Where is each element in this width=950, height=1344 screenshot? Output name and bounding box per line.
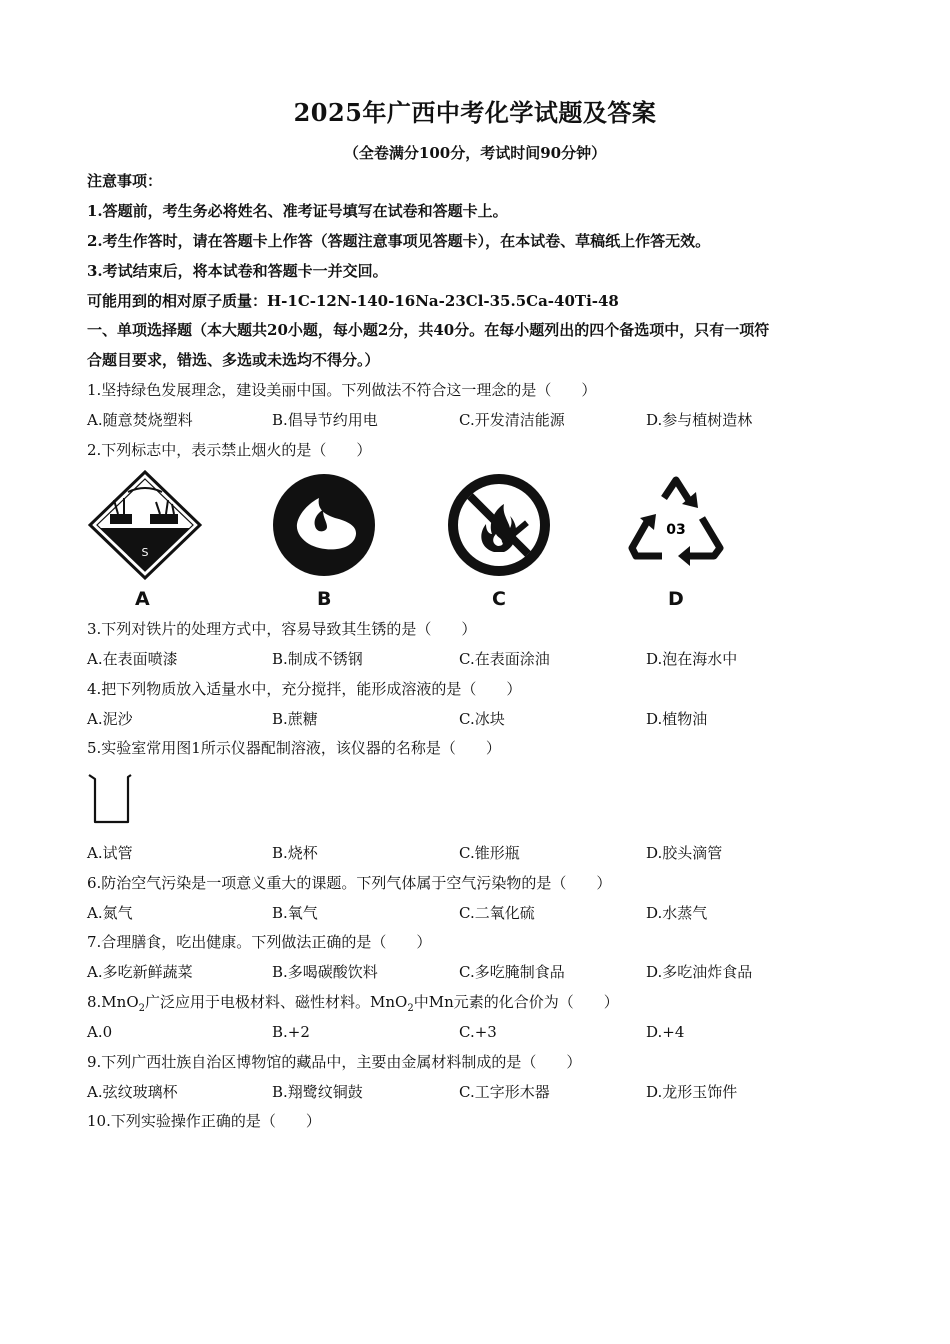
option-d: D.参与植树造林: [646, 411, 753, 429]
question-stem: 4.把下列物质放入适量水中，充分搅拌，能形成溶液的是（ ）: [87, 680, 522, 698]
option-c: C.锥形瓶: [459, 844, 520, 862]
option-a: A.多吃新鲜蔬菜: [87, 963, 193, 981]
option-b: B.翔鹭纹铜鼓: [272, 1083, 363, 1101]
subscript: 2: [407, 1003, 414, 1014]
sign-label-b: B: [317, 588, 332, 610]
page-subtitle: （全卷满分100分，考试时间90分钟）: [343, 144, 607, 162]
recycle-code: 03: [666, 522, 686, 538]
note-item: 2.考生作答时，请在答题卡上作答（答题注意事项见答题卡），在本试卷、草稿纸上作答无效。: [87, 232, 711, 250]
option-a: A.0: [87, 1023, 113, 1041]
section-heading: 一、单项选择题（本大题共20小题，每小题2分，共40分。在每小题列出的四个备选项中，只有一项符: [87, 321, 770, 339]
option-c: C.二氧化硫: [459, 904, 535, 922]
corrosive-sign-icon: [88, 470, 202, 580]
option-d: D.植物油: [646, 710, 708, 728]
option-c: C.冰块: [459, 710, 505, 728]
sign-label-a: A: [135, 588, 150, 610]
page-title: 2025年广西中考化学试题及答案: [293, 98, 657, 127]
stem-part: 广泛应用于电极材料、磁性材料。MnO: [145, 993, 408, 1011]
question-stem: 2.下列标志中，表示禁止烟火的是（ ）: [87, 441, 372, 459]
option-c: C.多吃腌制食品: [459, 963, 565, 981]
sign-label-d: D: [668, 588, 684, 610]
option-a: A.弦纹玻璃杯: [87, 1083, 178, 1101]
option-a: A.随意焚烧塑料: [87, 411, 193, 429]
option-a: A.氮气: [87, 904, 133, 922]
no-fire-sign-icon: [446, 472, 552, 578]
option-c: C.+3: [459, 1023, 497, 1041]
option-d: D.+4: [646, 1023, 685, 1041]
option-a: A.试管: [87, 844, 133, 862]
option-a: A.在表面喷漆: [87, 650, 178, 668]
option-b: B.倡导节约用电: [272, 411, 378, 429]
question-stem: 9.下列广西壮族自治区博物馆的藏品中，主要由金属材料制成的是（ ）: [87, 1053, 582, 1071]
option-b: B.多喝碳酸饮料: [272, 963, 378, 981]
question-stem: [87, 992, 619, 1019]
question-stem: 5.实验室常用图1所示仪器配制溶液，该仪器的名称是（ ）: [87, 739, 501, 757]
stem-part: 中Mn元素的化合价为（ ）: [413, 993, 619, 1011]
section-heading-cont: 合题目要求，错选、多选或未选均不得分。）: [87, 351, 380, 369]
option-b: B.制成不锈钢: [272, 650, 363, 668]
option-b: B.烧杯: [272, 844, 318, 862]
beaker-icon: [86, 772, 134, 826]
notes-heading: 注意事项：: [87, 172, 163, 190]
option-d: D.龙形玉饰件: [646, 1083, 738, 1101]
recycle-sign-icon: [626, 474, 726, 570]
option-b: B.氧气: [272, 904, 318, 922]
question-stem: 1.坚持绿色发展理念，建设美丽中国。下列做法不符合这一理念的是（ ）: [87, 381, 597, 399]
option-d: D.胶头滴管: [646, 844, 723, 862]
note-item: 3.考试结束后，将本试卷和答题卡一并交回。: [87, 262, 388, 280]
option-c: C.开发清洁能源: [459, 411, 565, 429]
option-d: D.多吃油炸食品: [646, 963, 753, 981]
subscript: 2: [138, 1003, 146, 1014]
question-stem: 10.下列实验操作正确的是（ ）: [87, 1112, 321, 1130]
hazard-letter: S: [141, 546, 149, 559]
option-d: D.泡在海水中: [646, 650, 738, 668]
option-c: C.工字形木器: [459, 1083, 550, 1101]
option-c: C.在表面涂油: [459, 650, 550, 668]
option-a: A.泥沙: [87, 710, 133, 728]
option-d: D.水蒸气: [646, 904, 708, 922]
liquid-drop-sign-icon: [271, 472, 377, 578]
sign-label-c: C: [492, 588, 506, 610]
stem-part: 8.MnO: [87, 993, 139, 1011]
atomic-mass-line: 可能用到的相对原子质量：H-1C-12N-140-16Na-23Cl-35.5Ca-40Ti-48: [87, 292, 619, 310]
option-b: B.蔗糖: [272, 710, 318, 728]
question-stem: 6.防治空气污染是一项意义重大的课题。下列气体属于空气污染物的是（ ）: [87, 874, 612, 892]
question-stem: 3.下列对铁片的处理方式中，容易导致其生锈的是（ ）: [87, 620, 477, 638]
question-stem: 7.合理膳食，吃出健康。下列做法正确的是（ ）: [87, 933, 432, 951]
note-item: 1.答题前，考生务必将姓名、准考证号填写在试卷和答题卡上。: [87, 202, 508, 220]
option-b: B.+2: [272, 1023, 310, 1041]
